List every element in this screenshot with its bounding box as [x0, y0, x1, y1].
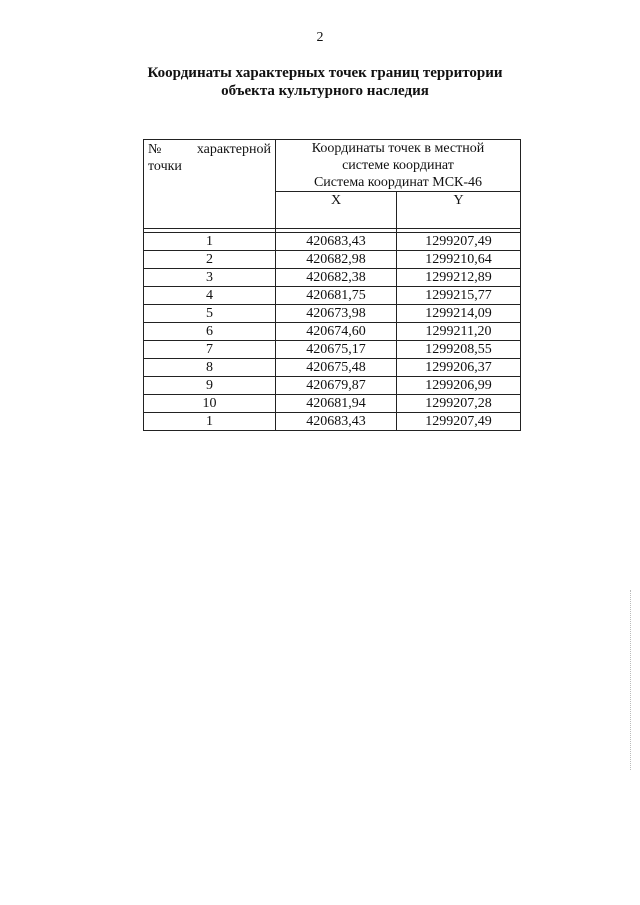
x-coordinate-cell: 420682,98	[276, 251, 397, 269]
scan-artifact-line	[630, 590, 632, 770]
header-num-sign: №	[148, 142, 162, 157]
title-line-1: Координаты характерных точек границ территории	[147, 65, 503, 81]
y-coordinate-cell: 1299208,55	[397, 341, 521, 359]
table-row	[144, 323, 521, 341]
point-number-cell: 4	[144, 287, 276, 305]
header-num-word2: точки	[148, 159, 182, 174]
page-number: 2	[316, 30, 324, 45]
y-coordinate-cell: 1299211,20	[397, 323, 521, 341]
table-row	[144, 287, 521, 305]
point-number-cell: 5	[144, 305, 276, 323]
y-coordinate-cell: 1299210,64	[397, 251, 521, 269]
header-coords-line3: Система координат МСК-46	[313, 175, 483, 190]
table-header-row	[144, 140, 521, 192]
x-coordinate-cell: 420682,38	[276, 269, 397, 287]
point-number-cell: 7	[144, 341, 276, 359]
point-number-cell: 6	[144, 323, 276, 341]
header-x: X	[276, 192, 397, 229]
point-number-cell: 8	[144, 359, 276, 377]
y-coordinate-cell: 1299207,49	[397, 413, 521, 431]
point-number-cell: 1	[144, 413, 276, 431]
y-coordinate-cell: 1299212,89	[397, 269, 521, 287]
table-row	[144, 377, 521, 395]
x-coordinate-cell: 420681,94	[276, 395, 397, 413]
y-coordinate-cell: 1299206,99	[397, 377, 521, 395]
title-line-2: объекта культурного наследия	[221, 83, 429, 99]
y-coordinate-cell: 1299214,09	[397, 305, 521, 323]
table-row	[144, 233, 521, 251]
header-point-number	[144, 140, 276, 229]
x-coordinate-cell: 420673,98	[276, 305, 397, 323]
table-row	[144, 359, 521, 377]
x-coordinate-cell: 420679,87	[276, 377, 397, 395]
y-coordinate-cell: 1299207,28	[397, 395, 521, 413]
point-number-cell: 3	[144, 269, 276, 287]
coordinates-table	[143, 139, 521, 431]
x-coordinate-cell: 420681,75	[276, 287, 397, 305]
header-coords-line1: Координаты точек в местной	[311, 141, 485, 156]
point-number-cell: 9	[144, 377, 276, 395]
y-coordinate-cell: 1299206,37	[397, 359, 521, 377]
x-coordinate-cell: 420683,43	[276, 413, 397, 431]
table-row	[144, 269, 521, 287]
point-number-cell: 1	[144, 233, 276, 251]
header-num-word1: характерной	[196, 142, 271, 157]
y-coordinate-cell: 1299215,77	[397, 287, 521, 305]
header-coordinates	[276, 140, 521, 192]
document-title	[60, 64, 590, 100]
header-y: Y	[397, 192, 521, 229]
header-coords-line2: системе координат	[342, 158, 454, 173]
x-coordinate-cell: 420674,60	[276, 323, 397, 341]
table-row	[144, 251, 521, 269]
point-number-cell: 2	[144, 251, 276, 269]
table-row	[144, 413, 521, 431]
table-row	[144, 305, 521, 323]
x-coordinate-cell: 420675,17	[276, 341, 397, 359]
table-row	[144, 395, 521, 413]
point-number-cell: 10	[144, 395, 276, 413]
x-coordinate-cell: 420675,48	[276, 359, 397, 377]
x-coordinate-cell: 420683,43	[276, 233, 397, 251]
table-row	[144, 341, 521, 359]
y-coordinate-cell: 1299207,49	[397, 233, 521, 251]
